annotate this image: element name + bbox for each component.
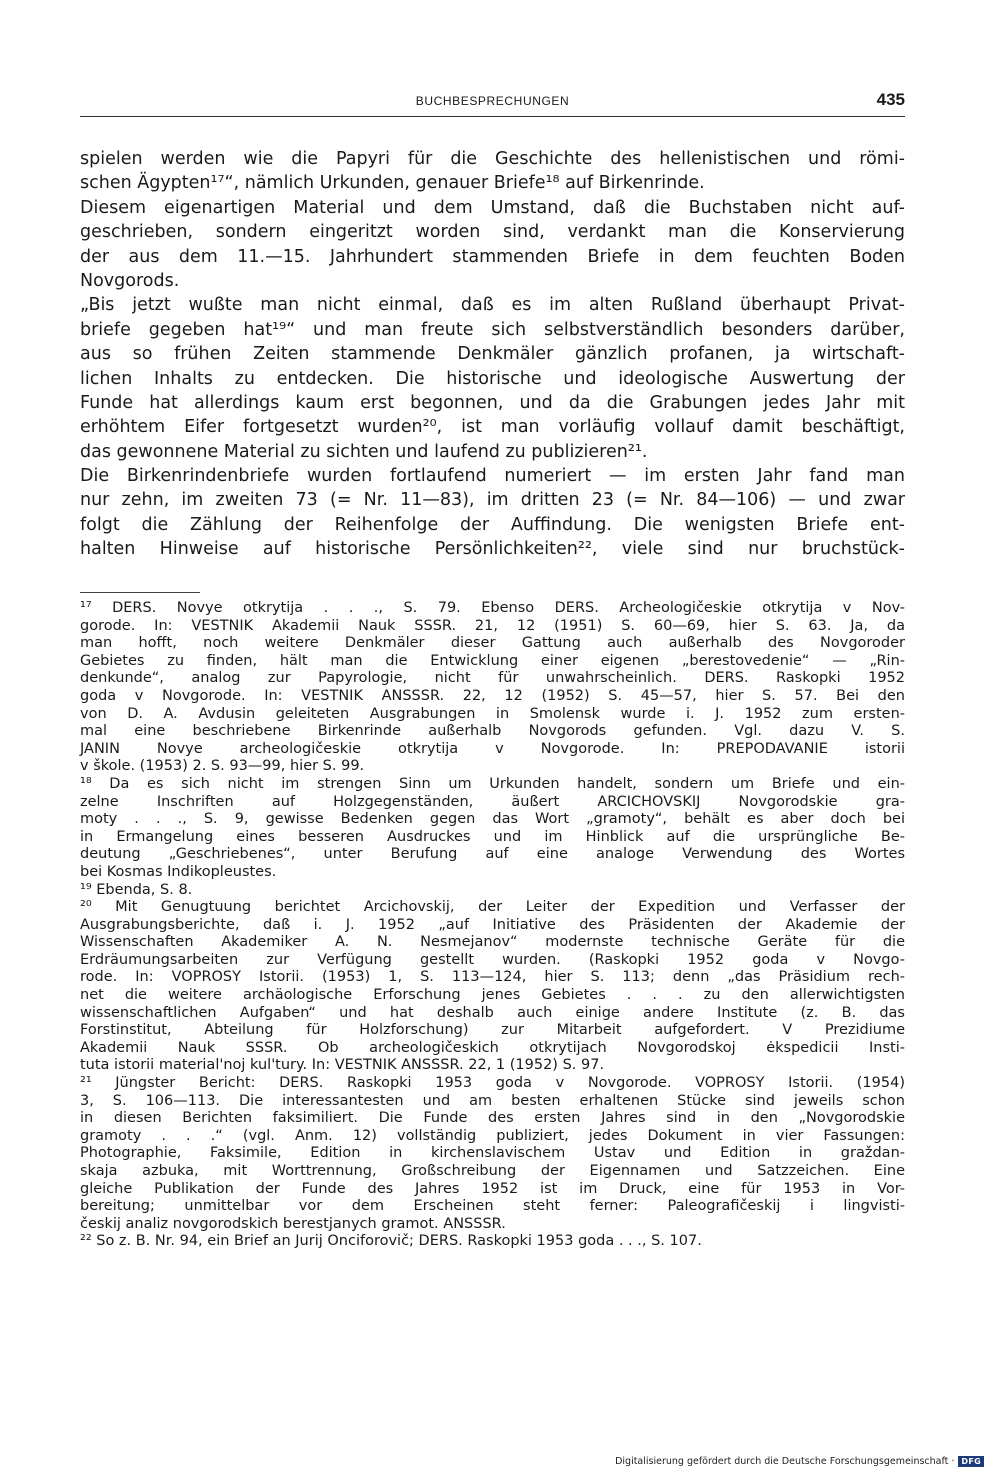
- footnote-line: ¹⁷ DERS. Novye otkrytija . . ., S. 79. Ebenso DERS. Archeologičeskie otkrytija v Nov-: [80, 600, 905, 616]
- footnote-line: in diesen Berichten faksimiliert. Die Funde des ersten Jahres sind in den „Novgorodskie: [80, 1110, 905, 1127]
- body-line: Funde hat allerdings kaum erst begonnen, und da die Grabungen jedes Jahr mit: [80, 392, 905, 413]
- body-line: briefe gegeben hat¹⁹“ und man freute sich selbstverständlich besonders darüber,: [80, 319, 905, 340]
- footnote-line: tuta istorii material'noj kul'tury. In: VESTNIK ANSSSR. 22, 1 (1952) S. 97.: [80, 1057, 605, 1074]
- running-header: [80, 90, 905, 117]
- footnote-line: net die weitere archäologische Erforschung jenes Gebietes . . . zu den allerwichtigsten: [80, 987, 905, 1004]
- footnote-line: moty . . ., S. 9, gewisse Bedenken gegen das Wort „gramoty“, behält es aber doch bei: [80, 811, 905, 828]
- footnote-line: Forstinstitut, Abteilung für Holzforschung) zur Mitarbeit aufgefordert. V Prezidiume: [80, 1022, 905, 1039]
- footnote-line: gramoty . . .“ (vgl. Anm. 12) vollständig publiziert, jedes Dokument in vier Fassungen:: [80, 1127, 905, 1144]
- running-title: BUCHBESPRECHUNGEN: [415, 94, 570, 108]
- body-line: lichen Inhalts zu entdecken. Die historische und ideologische Auswertung der: [80, 368, 905, 389]
- footnote-line: in Ermangelung eines besseren Ausdruckes und im Hinblick auf die ursprüngliche Be-: [80, 828, 905, 845]
- footnote-line: českij analiz novgorodskich berestjanych gramot. ANSSSR.: [80, 1215, 506, 1232]
- footnote-line: ²¹ Jüngster Bericht: DERS. Raskopki 1953 goda v Novgorode. VOPROSY Istorii. (1954): [80, 1075, 905, 1092]
- footnote-line: ²⁰ Mit Genugtuung berichtet Arcichovskij, der Leiter der Expedition und Verfasser der: [80, 899, 905, 916]
- footnote-line: ¹⁸ Da es sich nicht im strengen Sinn um Urkunden handelt, sondern um Briefe und ein-: [80, 775, 905, 792]
- footnote-line: bei Kosmas Indikopleustes.: [80, 863, 277, 880]
- footnote-line: deutung „Geschriebenes“, unter Berufung auf eine analoge Verwendung des Wortes: [80, 846, 905, 863]
- page-number: 435: [876, 90, 905, 109]
- footnote-line: Photographie, Faksimile, Edition in kirchenslavischem Ustav und Edition in graždan-: [80, 1145, 905, 1162]
- footnote-line: 3, S. 106—113. Die interessantesten und am besten erhaltenen Stücke sind jeweils schon: [80, 1092, 905, 1109]
- body-line: das gewonnene Material zu sichten und laufend zu publizieren²¹.: [80, 441, 648, 462]
- body-line: schen Ägypten¹⁷“, nämlich Urkunden, genauer Briefe¹⁸ auf Birkenrinde.: [80, 173, 705, 194]
- footnote-line: man hofft, noch weitere Denkmäler dieser Gattung auch außerhalb des Novgoroder: [80, 635, 905, 652]
- body-line: Novgorods.: [80, 270, 180, 291]
- footnote-line: Akademii Nauk SSSR. Ob archeologičeskich otkrytijach Novgorodskoj ėkspedicii Insti-: [80, 1039, 905, 1056]
- credit-text: Digitalisierung gefördert durch die Deutsche Forschungsgemeinschaft ·: [615, 1456, 955, 1467]
- footnote-line: wissenschaftlichen Aufgaben“ und hat deshalb auch einige andere Institute (z. B. das: [80, 1004, 905, 1021]
- footnote-line: Erdräumungsarbeiten zur Verfügung gestellt wurden. (Raskopki 1952 goda v Novgo-: [80, 951, 905, 968]
- footnote-line: ²² So z. B. Nr. 94, ein Brief an Jurij Onciforovič; DERS. Raskopki 1953 goda . . ., S. 107.: [80, 1233, 702, 1250]
- body-line: der aus dem 11.—15. Jahrhundert stammenden Briefe in dem feuchten Boden: [80, 246, 905, 267]
- body-line: aus so frühen Zeiten stammende Denkmäler gänzlich profanen, ja wirtschaft-: [80, 344, 905, 365]
- footnote-line: goda v Novgorode. In: VESTNIK ANSSSR. 22, 12 (1952) S. 45—57, hier S. 57. Bei den: [80, 687, 905, 704]
- footnote-line: v škole. (1953) 2. S. 93—99, hier S. 99.: [80, 758, 365, 775]
- footnote-line: mal eine beschriebene Birkenrinde außerhalb Novgorods gefunden. Vgl. dazu V. S.: [80, 723, 905, 740]
- footnote-line: von D. A. Avdusin geleiteten Ausgrabungen in Smolensk wurde i. J. 1952 zum ersten-: [80, 705, 905, 722]
- footnote-line: gleiche Publikation der Funde des Jahres 1952 ist im Druck, eine für 1953 in Vor-: [80, 1180, 905, 1197]
- footnote-line: denkunde“, analog zur Papyrologie, nicht für unwahrscheinlich. DERS. Raskopki 1952: [80, 670, 905, 687]
- footnotes: [80, 600, 905, 1251]
- body-line: nur zehn, im zweiten 73 (= Nr. 11—83), im dritten 23 (= Nr. 84—106) — und zwar: [80, 490, 905, 511]
- body-line: spielen werden wie die Papyri für die Geschichte des hellenistischen und römi-: [80, 149, 905, 169]
- body-line: erhöhtem Eifer fortgesetzt wurden²⁰, ist man vorläufig vollauf damit beschäftigt,: [80, 417, 905, 438]
- footnote-line: bereitung; unmittelbar vor dem Erscheinen steht ferner: Paleografičeskij i lingvisti-: [80, 1198, 905, 1215]
- footnote-line: skaja azbuka, mit Worttrennung, Großschreibung der Eigennamen und Satzzeichen. Eine: [80, 1163, 905, 1179]
- digitization-credit: [615, 1456, 984, 1467]
- footnote-line: Ausgrabungsberichte, daß i. J. 1952 „auf Initiative des Präsidenten der Akademie der: [80, 916, 905, 933]
- body-line: halten Hinweise auf historische Persönlichkeiten²², viele sind nur bruchstück-: [80, 539, 905, 560]
- body-line: Die Birkenrindenbriefe wurden fortlaufend numeriert — im ersten Jahr fand man: [80, 466, 905, 487]
- body-line: Diesem eigenartigen Material und dem Umstand, daß die Buchstaben nicht auf-: [80, 197, 905, 218]
- body-line: „Bis jetzt wußte man nicht einmal, daß es im alten Rußland überhaupt Privat-: [80, 295, 905, 316]
- body-line: geschrieben, sondern eingeritzt worden sind, verdankt man die Konservierung: [80, 222, 905, 243]
- footnote-line: Gebietes zu finden, hält man die Entwicklung einer eigenen „berestovedenie“ — „Rin-: [80, 652, 905, 669]
- dfg-logo: DFG: [958, 1456, 984, 1467]
- footnote-separator: [80, 592, 200, 593]
- footnote-line: rode. In: VOPROSY Istorii. (1953) 1, S. 113—124, hier S. 113; denn „das Präsidium rech-: [80, 969, 905, 986]
- main-text: [80, 147, 905, 562]
- body-line: folgt die Zählung der Reihenfolge der Auffindung. Die wenigsten Briefe ent-: [80, 514, 905, 535]
- footnote-line: Wissenschaften Akademiker A. N. Nesmejanov“ modernste technische Geräte für die: [80, 934, 905, 951]
- footnote-line: JANIN Novye archeologičeskie otkrytija v Novgorode. In: PREPODAVANIE istorii: [80, 740, 905, 757]
- footnote-line: gorode. In: VESTNIK Akademii Nauk SSSR. 21, 12 (1951) S. 60—69, hier S. 63. Ja, da: [80, 617, 905, 634]
- footnote-line: ¹⁹ Ebenda, S. 8.: [80, 881, 193, 898]
- footnote-line: zelne Inschriften auf Holzgegenständen, äußert ARCICHOVSKIJ Novgorodskie gra-: [80, 793, 905, 810]
